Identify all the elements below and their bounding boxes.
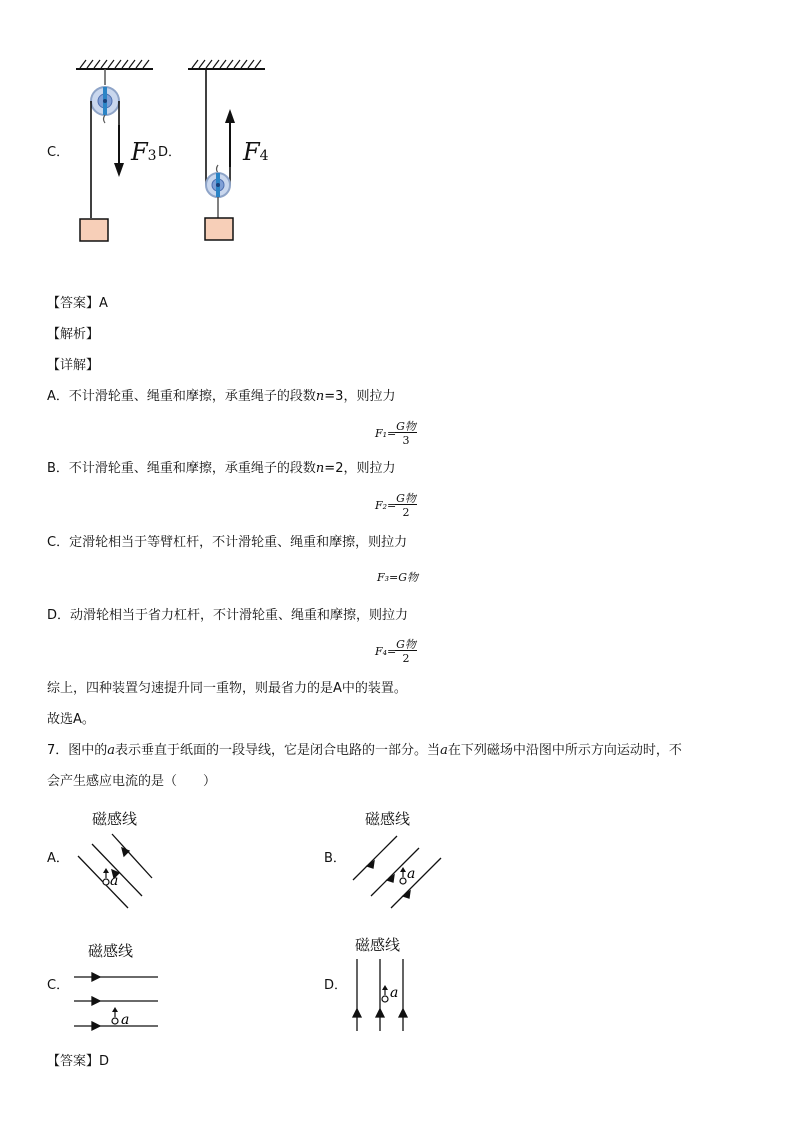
wire-a-label: a xyxy=(110,873,119,889)
option-d-field-label: D． xyxy=(324,978,348,993)
q7-answer: 【答案】D xyxy=(47,1054,110,1069)
option-a-label: A． xyxy=(47,851,69,866)
option-d-label: D． xyxy=(158,145,182,160)
wire-d-label: a xyxy=(390,985,399,1001)
q6-choice: 故选A。 xyxy=(47,712,95,727)
field-figure-b xyxy=(345,830,455,915)
option-c-label: C． xyxy=(47,145,70,160)
fig-d-title: 磁感线 xyxy=(355,936,401,954)
fig-c-title: 磁感线 xyxy=(88,942,134,960)
field-figure-a xyxy=(70,830,170,915)
wire-b-label: a xyxy=(407,866,416,882)
q7-stem-line1: 7．图中的a表示垂直于纸面的一段导线，它是闭合电路的一部分。当a在下列磁场中沿图中所示方向运动时，不 xyxy=(47,743,682,758)
fig-b-title: 磁感线 xyxy=(365,810,411,828)
q6-line-c: C．定滑轮相当于等臂杠杆，不计滑轮重、绳重和摩擦，则拉力 xyxy=(47,535,408,550)
q6-line-b: B．不计滑轮重、绳重和摩擦，承重绳子的段数n=2，则拉力 xyxy=(47,461,396,476)
fig-a-title: 磁感线 xyxy=(92,810,138,828)
q6-answer: 【答案】A xyxy=(47,296,108,311)
q6-detail-heading: 【详解】 xyxy=(47,358,100,373)
option-b-label: B． xyxy=(324,851,346,866)
q6-summary: 综上，四种装置匀速提升同一重物，则最省力的是A中的装置。 xyxy=(47,681,407,696)
field-figure-d xyxy=(345,955,415,1035)
q6-line-a: A．不计滑轮重、绳重和摩擦，承重绳子的段数n=3，则拉力 xyxy=(47,389,396,404)
force-f4-label: F4 xyxy=(243,138,269,166)
equation-f3: F₃=G物 xyxy=(377,571,419,584)
q6-analysis-heading: 【解析】 xyxy=(47,327,100,342)
force-f3-label: F3 xyxy=(131,138,157,166)
q6-line-d: D．动滑轮相当于省力杠杆，不计滑轮重、绳重和摩擦，则拉力 xyxy=(47,608,409,623)
option-c-field-label: C． xyxy=(47,978,70,993)
field-figure-c xyxy=(70,965,165,1035)
q7-stem-line2: 会产生感应电流的是（ ） xyxy=(47,774,217,789)
wire-c-label: a xyxy=(121,1012,130,1028)
